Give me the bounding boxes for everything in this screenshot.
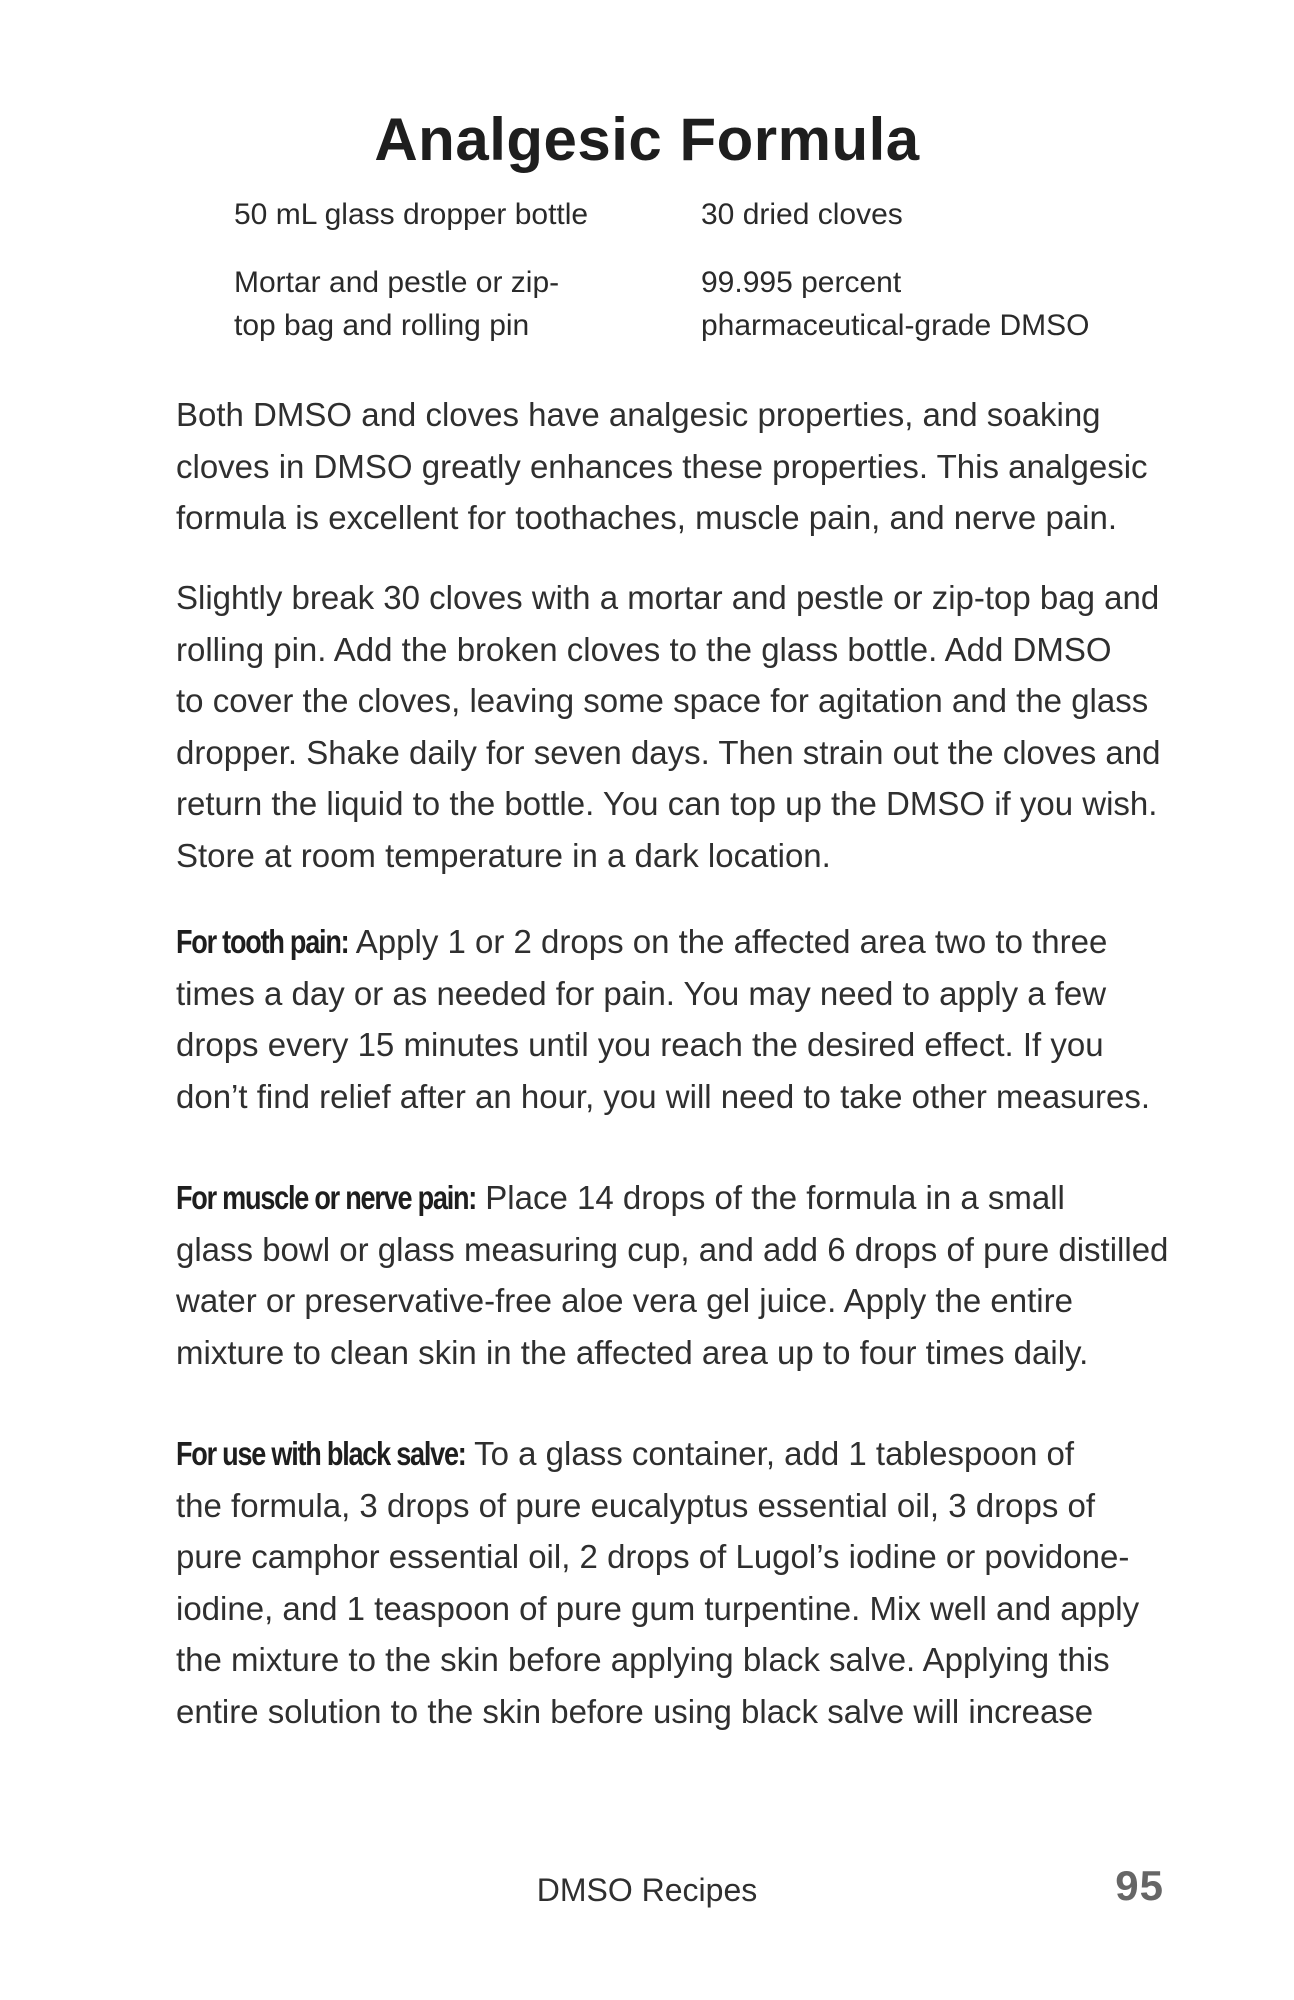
- black-salve-heading: For use with black salve:: [176, 1435, 466, 1472]
- text-line: Store at room temperature in a dark location.: [176, 836, 831, 874]
- running-footer: DMSO Recipes: [536, 1872, 758, 1908]
- text-line: pure camphor essential oil, 2 drops of Lugol’s iodine or povidone-: [176, 1538, 1130, 1575]
- supply-line: Mortar and pestle or zip-: [234, 266, 560, 299]
- supply-line: 50 mL glass dropper bottle: [234, 198, 589, 231]
- text-line: times a day or as needed for pain. You may need to apply a few: [176, 974, 1107, 1012]
- text-line: rolling pin. Add the broken cloves to the glass bottle. Add DMSO: [176, 630, 1112, 668]
- supply-line: top bag and rolling pin: [234, 309, 530, 342]
- tooth-pain-first-line: Apply 1 or 2 drops on the affected area two to three: [348, 923, 1108, 960]
- page-number: 95: [1115, 1862, 1164, 1909]
- supply-item: [234, 193, 634, 236]
- supply-line: pharmaceutical-grade DMSO: [701, 309, 1090, 342]
- text-line: entire solution to the skin before using black salve will increase: [176, 1692, 1094, 1730]
- text-line: the formula, 3 drops of pure eucalyptus essential oil, 3 drops of: [176, 1486, 1096, 1524]
- recipe-title: Analgesic Formula: [374, 106, 920, 173]
- text-line: Slightly break 30 cloves with a mortar and pestle or zip-top bag and: [176, 579, 1160, 616]
- text-line: water or preservative-free aloe vera gel juice. Apply the entire: [176, 1282, 1073, 1319]
- text-line: iodine, and 1 teaspoon of pure gum turpentine. Mix well and apply: [176, 1589, 1140, 1627]
- black-salve-first-line: To a glass container, add 1 tablespoon of: [465, 1435, 1075, 1472]
- text-line: [176, 1428, 1176, 1480]
- muscle-pain-first-line: Place 14 drops of the formula in a small: [476, 1179, 1065, 1216]
- supply-line: 30 dried cloves: [701, 198, 903, 231]
- method-paragraph: [176, 572, 1176, 881]
- text-line: the mixture to the skin before applying black salve. Applying this: [176, 1641, 1110, 1678]
- supply-item: [701, 261, 1101, 347]
- text-line: dropper. Shake daily for seven days. Then strain out the cloves and: [176, 733, 1161, 771]
- supply-item: [701, 193, 1101, 236]
- text-line: [176, 1172, 1176, 1224]
- text-line: formula is excellent for toothaches, muscle pain, and nerve pain.: [176, 499, 1118, 536]
- black-salve-paragraph: [176, 1428, 1176, 1737]
- text-line: glass bowl or glass measuring cup, and add 6 drops of pure distilled: [176, 1230, 1169, 1268]
- text-line: [176, 916, 1176, 968]
- text-line: cloves in DMSO greatly enhances these properties. This analgesic: [176, 447, 1148, 485]
- supply-item: [234, 261, 634, 347]
- text-line: Both DMSO and cloves have analgesic properties, and soaking: [176, 396, 1101, 433]
- text-line: don’t find relief after an hour, you will need to take other measures.: [176, 1077, 1151, 1115]
- tooth-pain-heading: For tooth pain:: [176, 923, 349, 960]
- text-line: mixture to clean skin in the affected area up to four times daily.: [176, 1333, 1089, 1371]
- intro-paragraph: [176, 389, 1176, 544]
- muscle-pain-heading: For muscle or nerve pain:: [176, 1179, 477, 1216]
- supply-line: 99.995 percent: [701, 266, 902, 299]
- text-line: return the liquid to the bottle. You can top up the DMSO if you wish.: [176, 785, 1158, 822]
- text-line: drops every 15 minutes until you reach the desired effect. If you: [176, 1026, 1104, 1063]
- muscle-pain-paragraph: [176, 1172, 1176, 1378]
- tooth-pain-paragraph: [176, 916, 1176, 1122]
- text-line: to cover the cloves, leaving some space for agitation and the glass: [176, 682, 1149, 719]
